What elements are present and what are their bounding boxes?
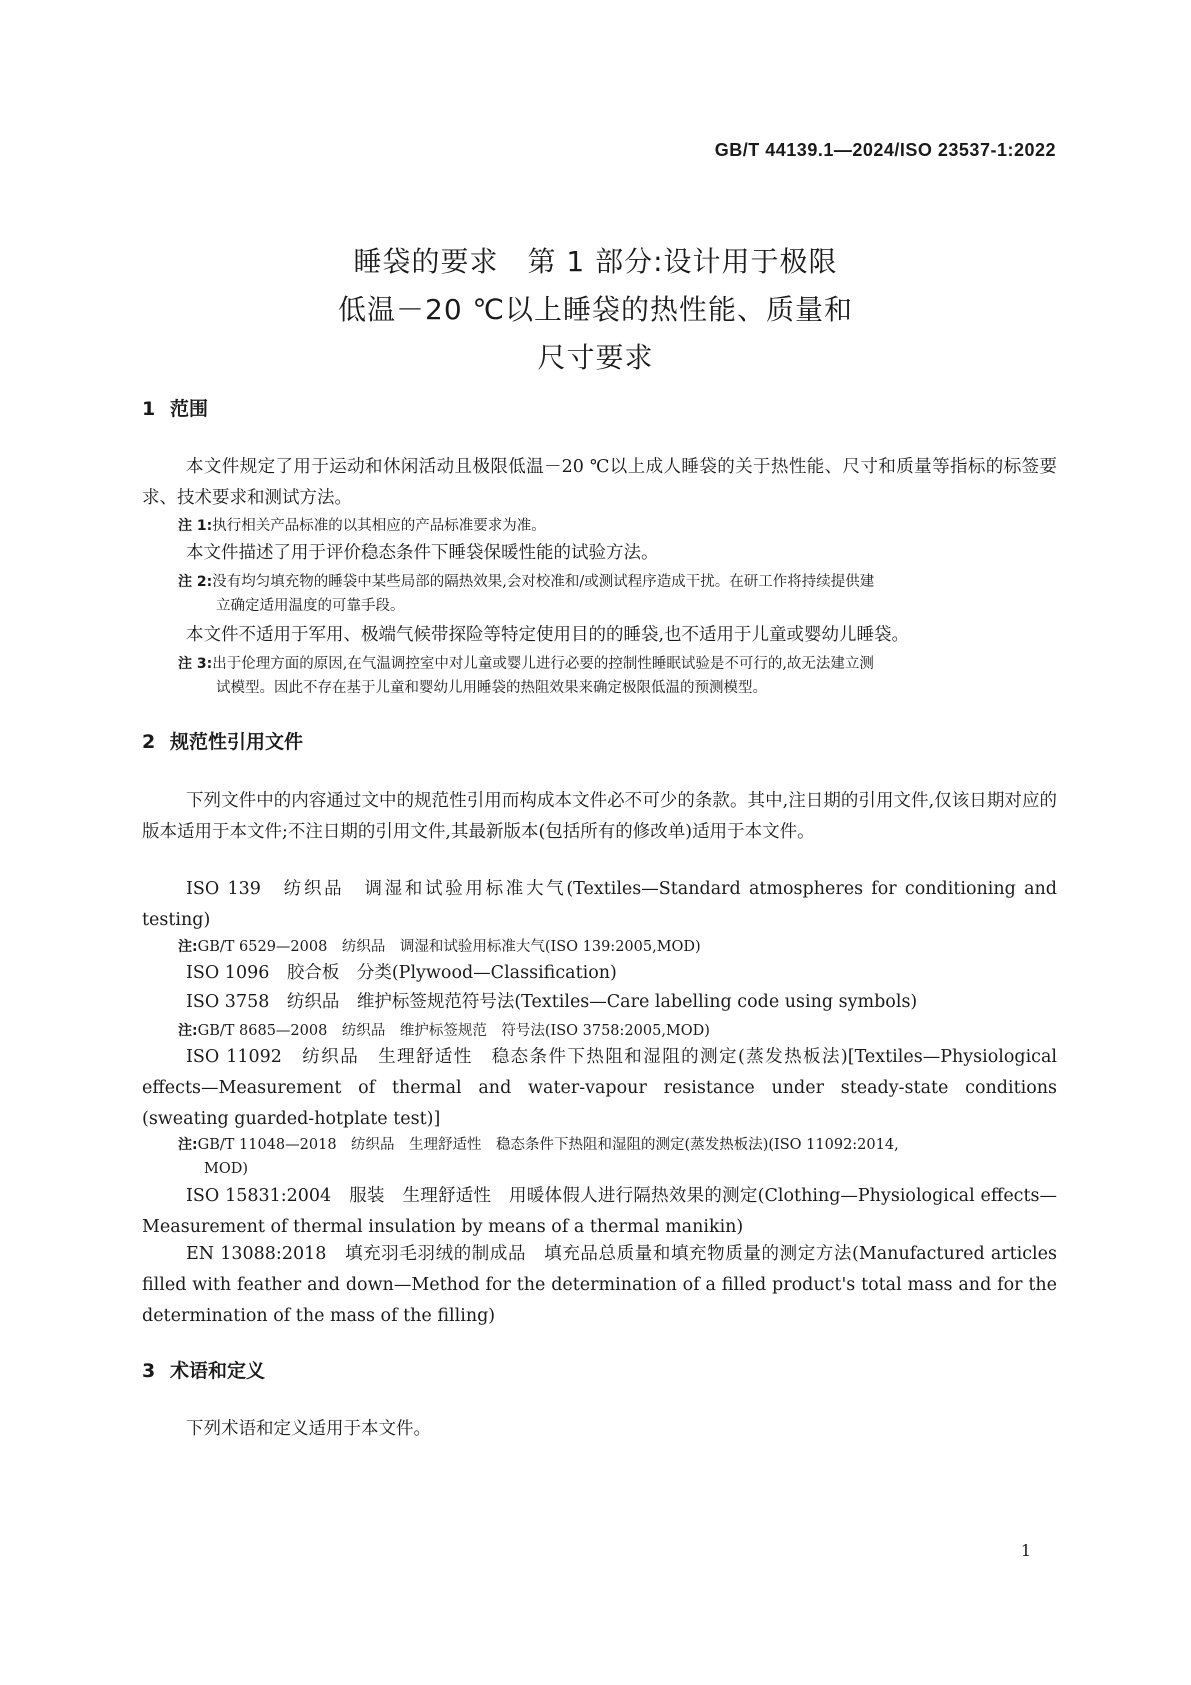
section-1-number: 1 [142, 398, 156, 420]
section-2-number: 2 [142, 731, 156, 753]
reference-iso-139-note [178, 935, 1057, 959]
page-number: 1 [1020, 1541, 1031, 1560]
reference-iso-11092-note-continuation: MOD) [204, 1161, 249, 1177]
title-line-3: 尺寸要求 [537, 341, 654, 374]
reference-iso-11092-note-label: 注: [178, 1137, 198, 1153]
section-3-heading [142, 1356, 265, 1383]
section-1-paragraph-2: 本文件描述了用于评价稳态条件下睡袋保暖性能的试验方法。 [186, 543, 659, 563]
section-2-heading [142, 727, 303, 754]
note-1 [178, 514, 1057, 538]
note-3-continuation: 试模型。因此不存在基于儿童和婴幼儿用睡袋的热阻效果来确定极限低温的预测模型。 [216, 680, 767, 696]
note-2-label: 注 2: [178, 574, 213, 590]
document-title [0, 238, 1191, 382]
title-line-2: 低温－20 ℃以上睡袋的热性能、质量和 [338, 293, 853, 326]
section-3-title: 术语和定义 [170, 1360, 266, 1382]
reference-iso-3758: ISO 3758 纺织品 维护标签规范符号法(Textiles—Care labelling code using symbols) [186, 992, 918, 1012]
note-2-continuation: 立确定适用温度的可靠手段。 [216, 598, 405, 614]
reference-iso-1096: ISO 1096 胶合板 分类(Plywood—Classification) [186, 963, 617, 983]
section-1-paragraph-3: 本文件不适用于军用、极端气候带探险等特定使用目的的睡袋,也不适用于儿童或婴幼儿睡袋。 [186, 625, 910, 645]
note-3-text: 出于伦理方面的原因,在气温调控室中对儿童或婴儿进行必要的控制性睡眠试验是不可行的,故无法建立测 [212, 656, 874, 672]
reference-iso-3758-note [178, 1019, 1057, 1043]
section-1-title: 范围 [170, 398, 209, 420]
document-code: GB/T 44139.1—2024/ISO 23537-1:2022 [714, 140, 1056, 160]
section-1-heading [142, 394, 208, 421]
section-3-paragraph-1: 下列术语和定义适用于本文件。 [186, 1419, 431, 1439]
reference-iso-139-note-text: GB/T 6529—2008 纺织品 调湿和试验用标准大气(ISO 139:2005,MOD) [197, 939, 701, 955]
section-3-number: 3 [142, 1360, 156, 1382]
section-2-title: 规范性引用文件 [170, 731, 304, 753]
note-3-label: 注 3: [178, 656, 213, 672]
note-2-text: 没有均匀填充物的睡袋中某些局部的隔热效果,会对校准和/或测试程序造成干扰。在研工作将持续提供建 [212, 574, 875, 590]
reference-iso-3758-note-label: 注: [178, 1023, 198, 1039]
reference-iso-11092-note-text: GB/T 11048—2018 纺织品 生理舒适性 稳态条件下热阻和湿阻的测定(蒸发热板法)(ISO 11092:2014, [197, 1137, 899, 1153]
reference-iso-15831: ISO 15831:2004 服装 生理舒适性 用暖体假人进行隔热效果的测定(Clothing—Physiological effects—Measurement of thermal insulation by means of a thermal manikin) [142, 1186, 1057, 1237]
title-line-1: 睡袋的要求 第 1 部分:设计用于极限 [353, 245, 838, 278]
reference-iso-3758-note-text: GB/T 8685—2008 纺织品 维护标签规范 符号法(ISO 3758:2005,MOD) [197, 1023, 710, 1039]
reference-en-13088: EN 13088:2018 填充羽毛羽绒的制成品 填充品总质量和填充物质量的测定方法(Manufactured articles filled with feather and down—Method for the determination of a filled product's total mass and for the determination of the mass of the filling) [142, 1244, 1057, 1326]
note-2 [178, 570, 1057, 618]
reference-iso-139-note-label: 注: [178, 939, 198, 955]
note-3 [178, 652, 1057, 700]
reference-iso-139: ISO 139 纺织品 调湿和试验用标准大气(Textiles—Standard atmospheres for conditioning and testing) [142, 879, 1057, 930]
section-1-paragraph-1: 本文件规定了用于运动和休闲活动且极限低温－20 ℃以上成人睡袋的关于热性能、尺寸和质量等指标的标签要求、技术要求和测试方法。 [142, 457, 1057, 508]
reference-iso-11092-note [178, 1133, 1057, 1181]
reference-iso-11092: ISO 11092 纺织品 生理舒适性 稳态条件下热阻和湿阻的测定(蒸发热板法)[Textiles—Physiological effects—Measurement of thermal and water-vapour resistance under steady-state conditions (sweating guarded-hotplate test)] [142, 1047, 1057, 1129]
note-1-text: 执行相关产品标准的以其相应的产品标准要求为准。 [212, 518, 546, 534]
note-1-label: 注 1: [178, 518, 213, 534]
section-2-intro: 下列文件中的内容通过文中的规范性引用而构成本文件必不可少的条款。其中,注日期的引用文件,仅该日期对应的版本适用于本文件;不注日期的引用文件,其最新版本(包括所有的修改单)适用于本文件。 [142, 791, 1057, 842]
